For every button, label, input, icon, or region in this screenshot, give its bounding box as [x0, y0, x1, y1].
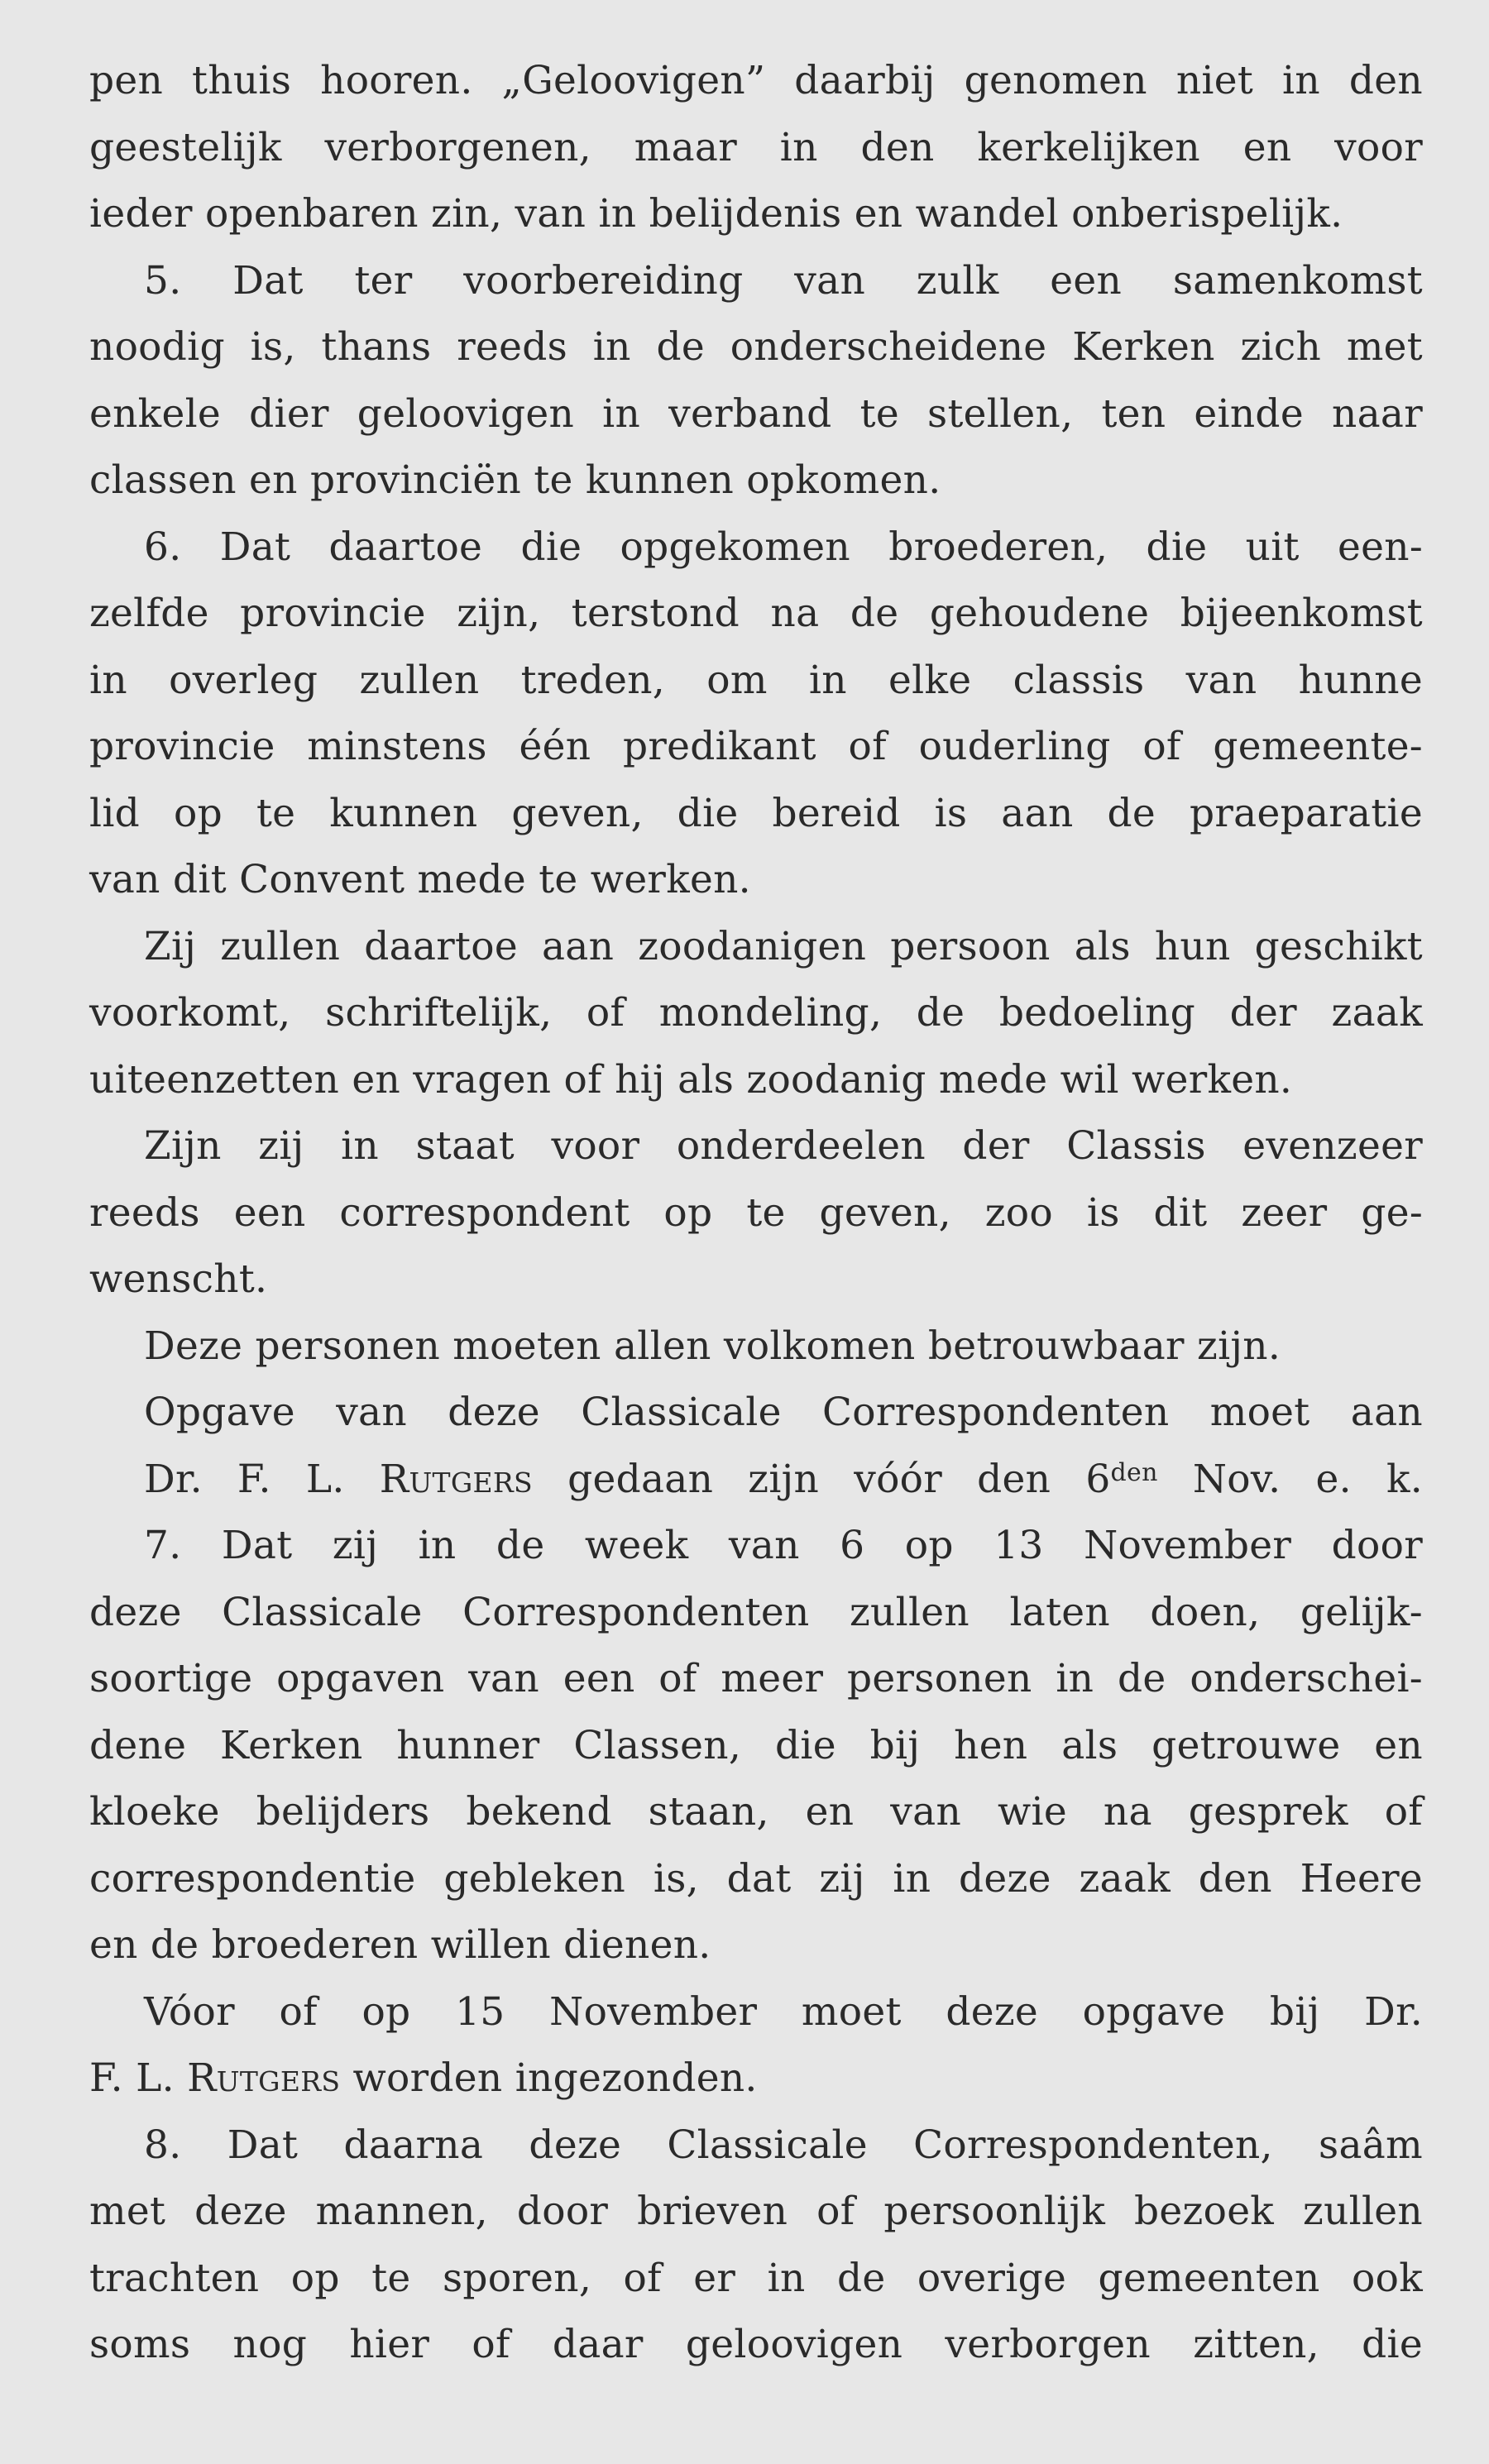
line-segment: Dr. F. L.	[144, 1456, 380, 1502]
text-line: Deze personen moeten allen volkomen betrouwbaar zijn.	[144, 1323, 1281, 1369]
text-line: en de broederen willen dienen.	[89, 1922, 711, 1968]
text-line: 8. Dat daarna deze Classicale Correspondenten, saâm	[144, 2122, 1423, 2168]
text-line: trachten op te sporen, of er in de overige gemeenten ook	[89, 2255, 1423, 2301]
body-text	[89, 48, 1423, 2379]
text-line: dene Kerken hunner Classen, die bij hen als getrouwe en	[89, 1722, 1423, 1768]
text-line: van dit Convent mede te werken.	[89, 857, 751, 902]
person-name-rutgers: Rutgers	[187, 2055, 341, 2101]
line-segment: F. L.	[89, 2055, 188, 2101]
text-line-dr-rutgers-1	[89, 1447, 1423, 1514]
text-line: Opgave van deze Classicale Correspondenten moet aan	[144, 1390, 1423, 1435]
text-line: Vóor of op 15 November moet deze opgave bij Dr.	[144, 1988, 1423, 2035]
text-line: correspondentie gebleken is, dat zij in deze zaak den Heere	[89, 1855, 1423, 1902]
text-line: noodig is, thans reeds in de onderscheidene Kerken zich met	[89, 324, 1423, 370]
text-line: 5. Dat ter voorbereiding van zulk een samenkomst	[144, 257, 1423, 304]
text-line: wenscht.	[89, 1256, 268, 1302]
text-line: 7. Dat zij in de week van 6 op 13 November door	[144, 1523, 1423, 1568]
text-line: uiteenzetten en vragen of hij als zoodanig mede wil werken.	[89, 1056, 1293, 1103]
text-line: reeds een correspondent op te geven, zoo is dit zeer ge-	[89, 1189, 1423, 1236]
text-line: classen en provinciën te kunnen opkomen.	[89, 457, 941, 503]
superscript-den: den	[1110, 1457, 1158, 1487]
text-line: enkele dier geloovigen in verband te stellen, ten einde naar	[89, 390, 1423, 437]
text-line: zelfde provincie zijn, terstond na de gehoudene bijeenkomst	[89, 591, 1423, 636]
text-line: kloeke belijders bekend staan, en van wie na gesprek of	[89, 1789, 1423, 1835]
paragraph-block-3	[89, 2112, 1423, 2379]
line-segment: Nov. e. k.	[1157, 1456, 1423, 1502]
person-name-rutgers: Rutgers	[379, 1456, 533, 1502]
text-line: Zij zullen daartoe aan zoodanigen persoon als hun geschikt	[144, 923, 1423, 969]
text-line: soms nog hier of daar geloovigen verborgen zitten, die	[89, 2322, 1423, 2367]
text-line: Zijn zij in staat voor onderdeelen der Classis evenzeer	[144, 1123, 1423, 1169]
text-line: provincie minstens één predikant of ouderling of gemeente-	[89, 724, 1423, 769]
text-line: voorkomt, schriftelijk, of mondeling, de bedoeling der zaak	[89, 990, 1423, 1036]
line-segment: gedaan zijn vóór den 6	[532, 1456, 1111, 1502]
text-line: soortige opgaven van een of meer personen in de onderschei-	[89, 1656, 1423, 1701]
text-line: met deze mannen, door brieven of persoonlijk bezoek zullen	[89, 2189, 1423, 2234]
text-line: pen thuis hooren. „Geloovigen” daarbij genomen niet in den	[89, 58, 1423, 103]
text-line: in overleg zullen treden, om in elke classis van hunne	[89, 657, 1423, 703]
text-line: deze Classicale Correspondenten zullen laten doen, gelijk-	[89, 1589, 1423, 1635]
text-line: geestelijk verborgenen, maar in den kerkelijken en voor	[89, 124, 1423, 170]
text-line: ieder openbaren zin, van in belijdenis en wandel onberispelijk.	[89, 191, 1343, 237]
text-line: lid op te kunnen geven, die bereid is aan de praeparatie	[89, 790, 1423, 836]
text-line-dr-rutgers-2	[89, 2045, 1423, 2112]
paragraph-block-2	[89, 1513, 1423, 2045]
line-segment: worden ingezonden.	[340, 2055, 758, 2101]
paragraph-block-1	[89, 48, 1423, 1447]
text-line: 6. Dat daartoe die opgekomen broederen, die uit een-	[144, 524, 1423, 570]
